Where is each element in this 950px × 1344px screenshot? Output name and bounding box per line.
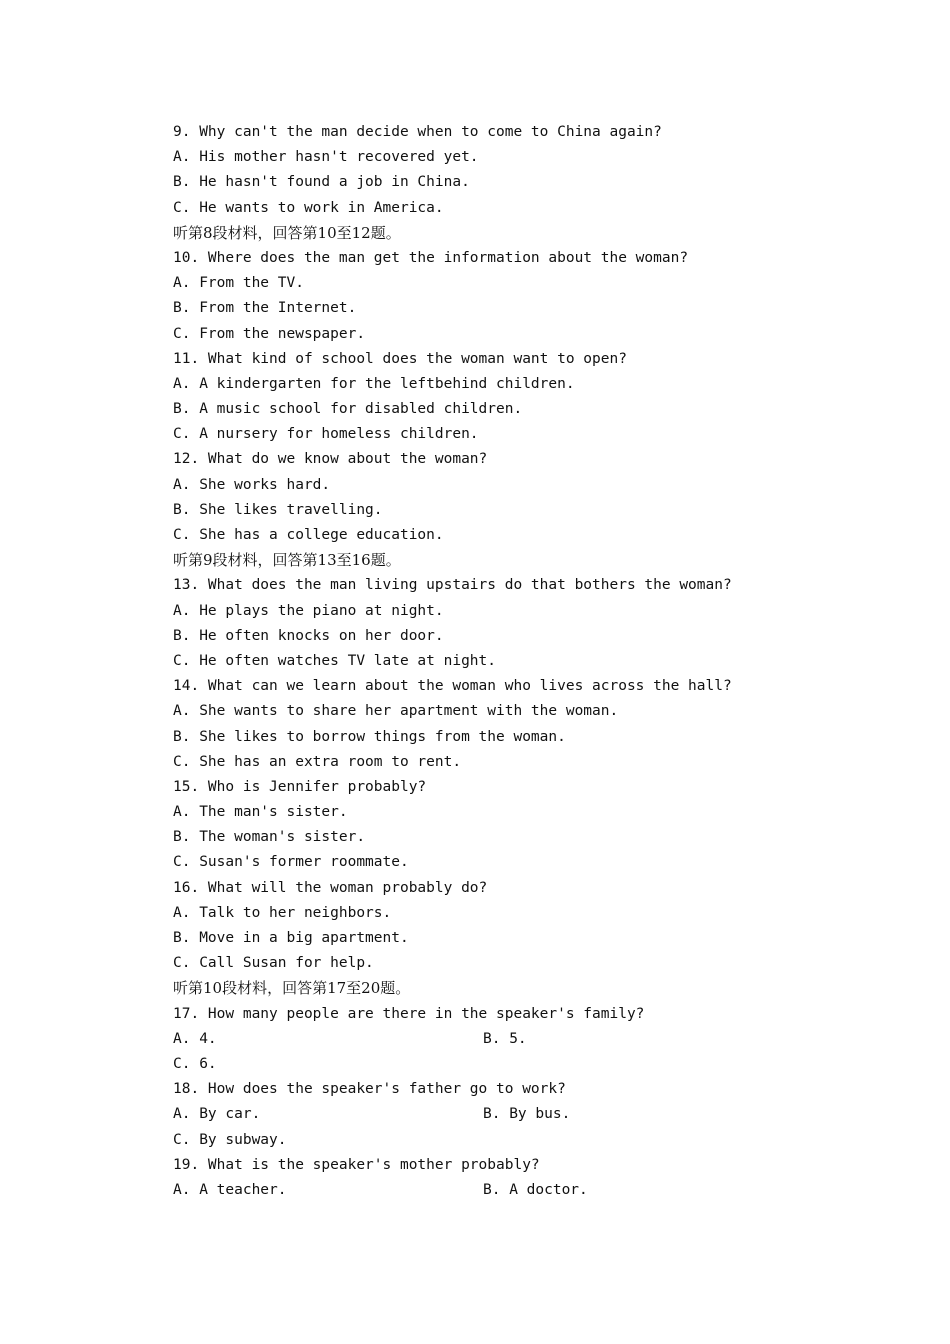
- question-10: 10. Where does the man get the information about the woman?: [173, 249, 689, 266]
- q16-option-c: C. Call Susan for help.: [173, 955, 374, 972]
- q13-option-c: C. He often watches TV late at night.: [173, 652, 497, 669]
- q19-options-row: [173, 1178, 893, 1203]
- question-15: 15. Who is Jennifer probably?: [173, 778, 427, 795]
- q15-option-a: A. The man's sister.: [173, 804, 348, 821]
- section-8-instruction: 听第8段材料，回答第10至12题。: [173, 223, 401, 242]
- question-9: 9. Why can't the man decide when to come to China again?: [173, 124, 662, 140]
- q11-option-b: B. A music school for disabled children.: [173, 401, 523, 418]
- q9-option-c: C. He wants to work in America.: [173, 199, 444, 216]
- q17-options-row: [173, 1027, 893, 1052]
- q9-option-a: A. His mother hasn't recovered yet.: [173, 149, 479, 166]
- q16-option-a: A. Talk to her neighbors.: [173, 904, 392, 921]
- q15-option-b: B. The woman's sister.: [173, 829, 366, 846]
- q12-option-a: A. She works hard.: [173, 476, 331, 493]
- q17-option-b: B. 5.: [483, 1030, 527, 1047]
- exam-page: [173, 120, 893, 1203]
- question-16: 16. What will the woman probably do?: [173, 879, 488, 896]
- q18-option-a: A. By car.: [173, 1106, 261, 1123]
- q12-option-b: B. She likes travelling.: [173, 501, 383, 518]
- q14-option-b: B. She likes to borrow things from the woman.: [173, 728, 566, 745]
- q14-option-c: C. She has an extra room to rent.: [173, 753, 462, 770]
- q19-option-b: B. A doctor.: [483, 1181, 588, 1198]
- q13-option-b: B. He often knocks on her door.: [173, 627, 444, 644]
- section-9-instruction: 听第9段材料，回答第13至16题。: [173, 551, 401, 570]
- q18-options-row: [173, 1102, 893, 1127]
- q19-option-a: A. A teacher.: [173, 1181, 287, 1198]
- question-12: 12. What do we know about the woman?: [173, 451, 488, 468]
- question-17: 17. How many people are there in the speaker's family?: [173, 1005, 645, 1022]
- q10-option-b: B. From the Internet.: [173, 300, 357, 317]
- q11-option-a: A. A kindergarten for the leftbehind children.: [173, 375, 575, 392]
- q14-option-a: A. She wants to share her apartment with the woman.: [173, 703, 619, 720]
- q17-option-c: C. 6.: [173, 1055, 217, 1072]
- q16-option-b: B. Move in a big apartment.: [173, 930, 409, 946]
- question-13: 13. What does the man living upstairs do that bothers the woman?: [173, 577, 732, 594]
- q18-option-b: B. By bus.: [483, 1106, 571, 1123]
- q13-option-a: A. He plays the piano at night.: [173, 602, 444, 619]
- q18-option-c: C. By subway.: [173, 1131, 287, 1148]
- question-18: 18. How does the speaker's father go to work?: [173, 1081, 566, 1098]
- q11-option-c: C. A nursery for homeless children.: [173, 426, 479, 443]
- section-10-instruction: 听第10段材料，回答第17至20题。: [173, 979, 411, 998]
- q15-option-c: C. Susan's former roommate.: [173, 854, 409, 871]
- q10-option-a: A. From the TV.: [173, 275, 304, 292]
- question-19: 19. What is the speaker's mother probably?: [173, 1156, 540, 1173]
- question-11: 11. What kind of school does the woman want to open?: [173, 350, 627, 367]
- q9-option-b: B. He hasn't found a job in China.: [173, 174, 470, 191]
- question-14: 14. What can we learn about the woman who lives across the hall?: [173, 678, 732, 695]
- q10-option-c: C. From the newspaper.: [173, 325, 366, 342]
- q12-option-c: C. She has a college education.: [173, 527, 444, 543]
- q17-option-a: A. 4.: [173, 1030, 217, 1047]
